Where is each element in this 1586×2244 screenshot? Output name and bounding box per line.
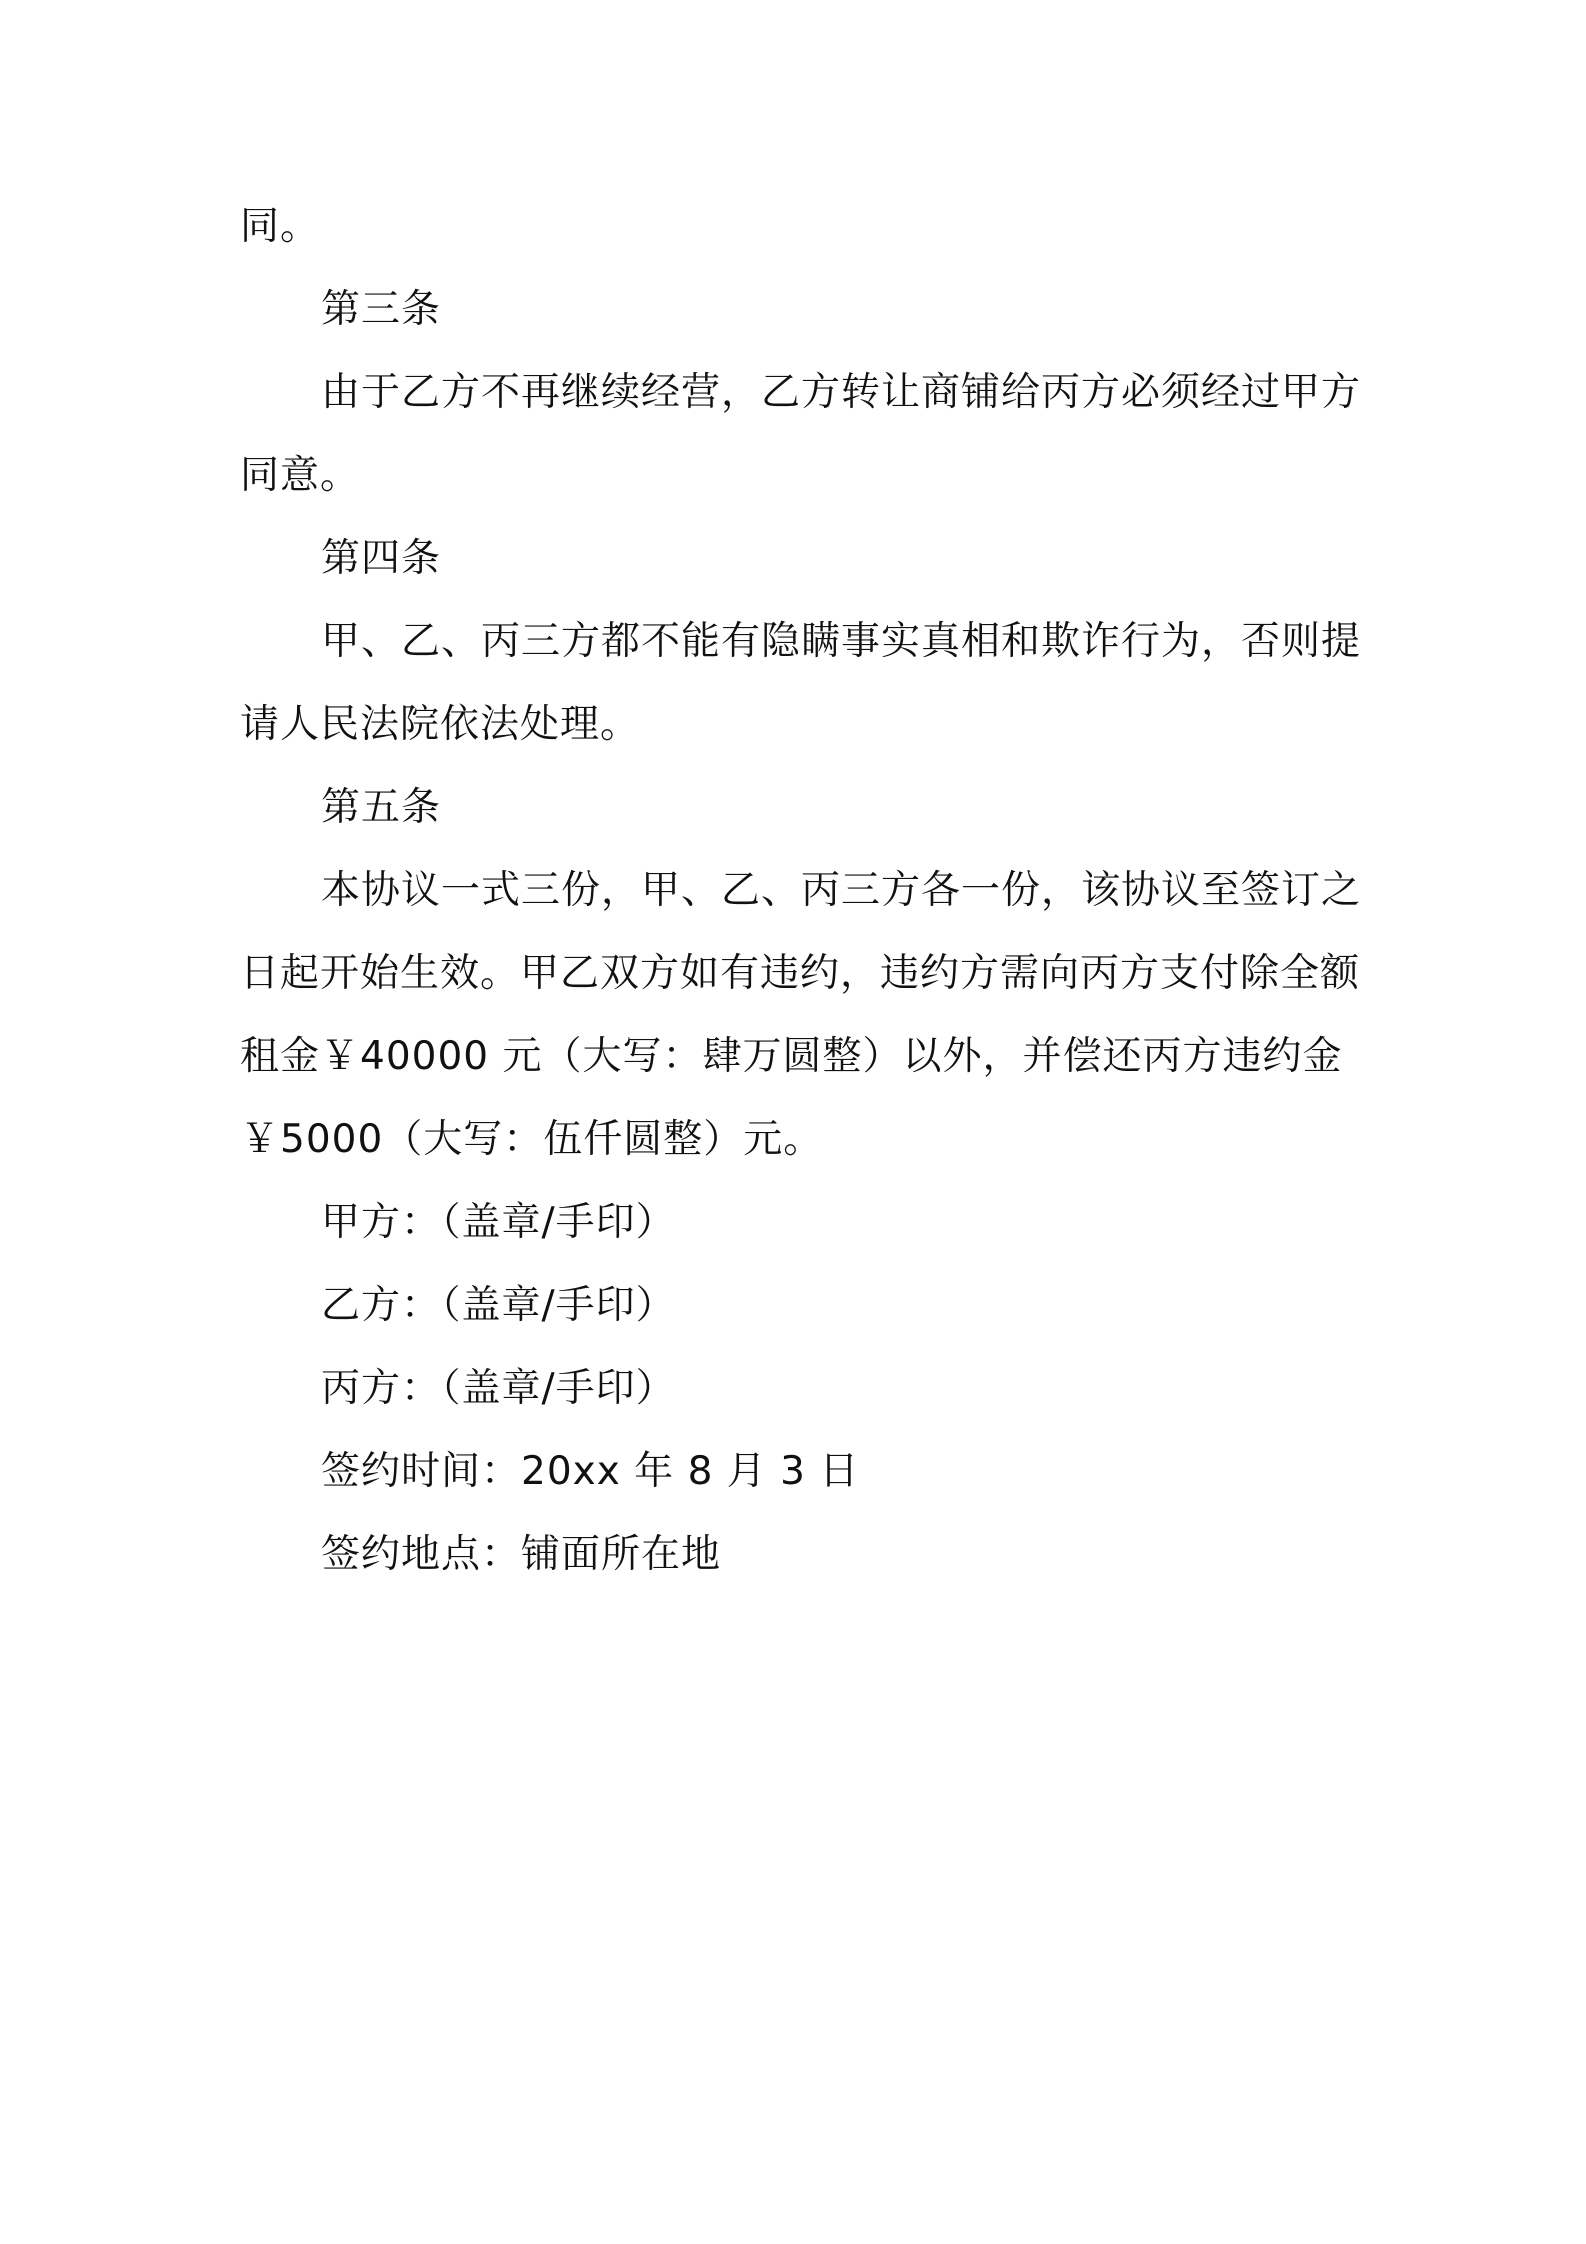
signature-party-b: 乙方：（盖章/手印） [321, 1283, 676, 1328]
text-line: 日起开始生效。甲乙双方如有违约，违约方需向丙方支付除全额 [240, 951, 1361, 996]
signature-party-c: 丙方：（盖章/手印） [321, 1366, 676, 1411]
text-line: 租金￥40000 元（大写：肆万圆整）以外，并偿还丙方违约金 [240, 1034, 1343, 1079]
text-line: 甲、乙、丙三方都不能有隐瞒事实真相和欺诈行为，否则提 [321, 619, 1362, 664]
document-body [240, 185, 1360, 1596]
text-line: ￥5000（大写：伍仟圆整）元。 [240, 1117, 824, 1162]
signature-party-a: 甲方：（盖章/手印） [321, 1200, 676, 1245]
text-line: 由于乙方不再继续经营，乙方转让商铺给丙方必须经过甲方 [321, 370, 1362, 415]
text-line: 同。 [240, 204, 321, 249]
signing-location: 签约地点：铺面所在地 [321, 1532, 722, 1577]
text-line: 本协议一式三份，甲、乙、丙三方各一份，该协议至签订之 [321, 868, 1362, 913]
text-line: 同意。 [240, 453, 361, 498]
article-heading: 第五条 [321, 785, 442, 830]
article-heading: 第三条 [321, 287, 442, 332]
text-line: 请人民法院依法处理。 [240, 702, 641, 747]
article-heading: 第四条 [321, 536, 442, 581]
signing-date: 签约时间：20xx 年 8 月 3 日 [321, 1449, 860, 1494]
